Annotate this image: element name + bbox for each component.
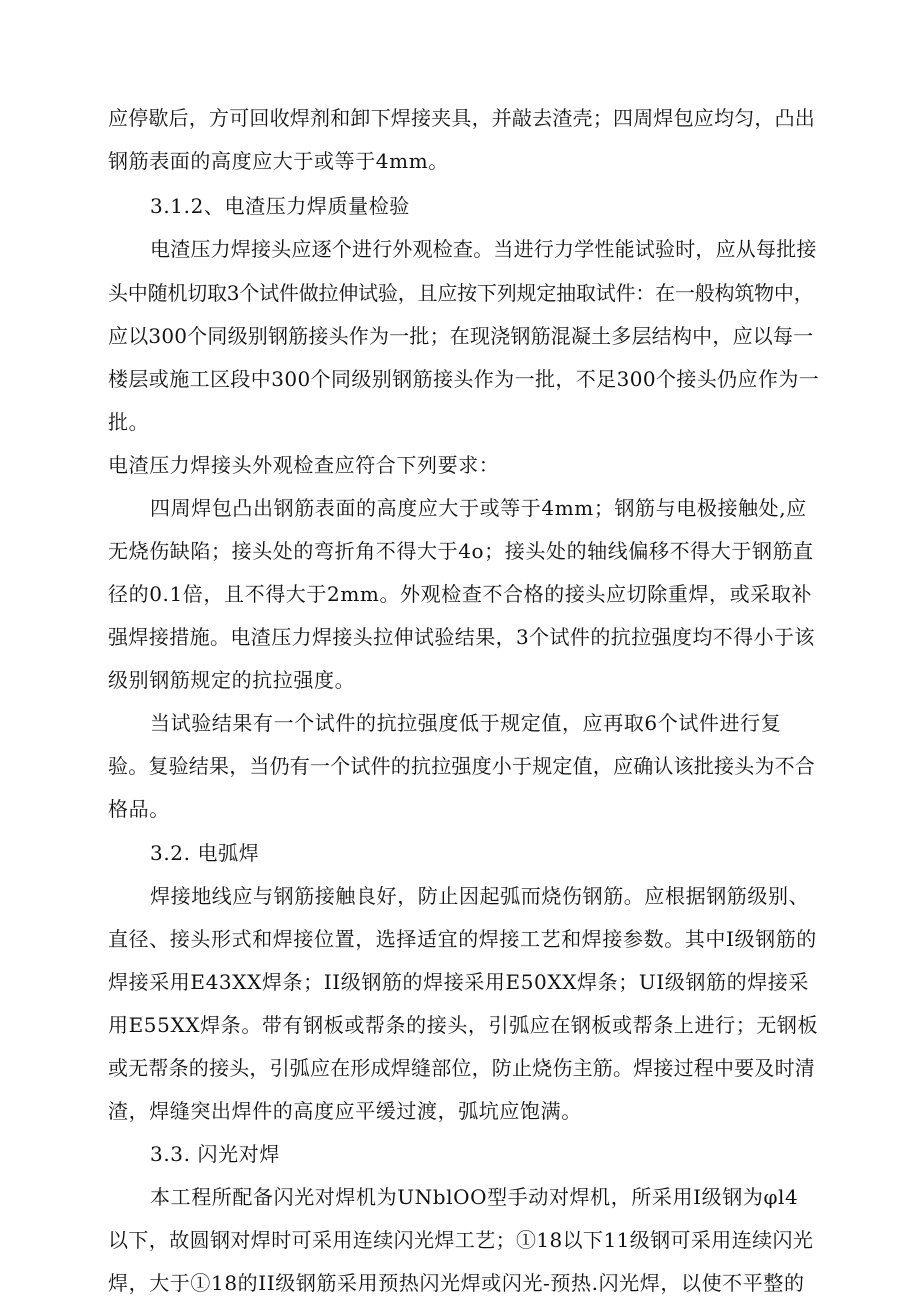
paragraph-line: 电渣压力焊接头应逐个进行外观检查。当进行力学性能试验时，应从每批接 — [150, 237, 817, 261]
paragraph-line: 直径、接头形式和焊接位置，选择适宜的焊接工艺和焊接参数。其中I级钢筋的 — [108, 927, 817, 951]
paragraph-line: 格品。 — [108, 797, 170, 821]
section-heading-3-2: 3.2. 电弧焊 — [150, 841, 260, 865]
paragraph-line: 焊接采用E43XX焊条；II级钢筋的焊接采用E50XX焊条；UI级钢筋的焊接采 — [108, 970, 810, 994]
paragraph-line: 钢筋表面的高度应大于或等于4mm。 — [108, 149, 449, 173]
paragraph-line: 以下，故圆钢对焊时可采用连续闪光焊工艺；①18以下11级钢可采用连续闪光 — [108, 1228, 814, 1252]
paragraph-line: 电渣压力焊接头外观检查应符合下列要求： — [108, 453, 500, 477]
paragraph-line: 强焊接措施。电渣压力焊接头拉伸试验结果，3个试件的抗拉强度均不得小于该 — [108, 625, 815, 649]
paragraph-line: 楼层或施工区段中300个同级别钢筋接头作为一批，不足300个接头仍应作为一 — [108, 367, 820, 391]
paragraph-line: 本工程所配备闪光对焊机为UNblOO型手动对焊机，所采用I级钢为φl4 — [150, 1185, 799, 1209]
paragraph-line: 焊接地线应与钢筋接触良好，防止因起弧而烧伤钢筋。应根据钢筋级别、 — [150, 884, 810, 908]
paragraph-line: 应以300个同级别钢筋接头作为一批；在现浇钢筋混凝土多层结构中，应以每一 — [108, 324, 814, 348]
paragraph-line: 或无帮条的接头，引弧应在形成焊缝部位，防止烧伤主筋。焊接过程中要及时清 — [108, 1056, 815, 1080]
paragraph-line: 当试验结果有一个试件的抗拉强度低于规定值，应再取6个试件进行复 — [150, 711, 782, 735]
paragraph-line: 焊，大于①18的II级钢筋采用预热闪光焊或闪光-预热.闪光焊，以使不平整的 — [108, 1271, 805, 1295]
paragraph-line: 批。 — [108, 410, 150, 434]
paragraph-line: 渣，焊缝突出焊件的高度应平缓过渡，弧坑应饱满。 — [108, 1099, 582, 1123]
paragraph-line: 无烧伤缺陷；接头处的弯折角不得大于4o；接头处的轴线偏移不得大于钢筋直 — [108, 539, 814, 563]
paragraph-line: 验。复验结果，当仍有一个试件的抗拉强度小于规定值，应确认该批接头为不合 — [108, 754, 815, 778]
paragraph-line: 用E55XX焊条。带有钢板或帮条的接头，引弧应在钢板或帮条上进行；无钢板 — [108, 1013, 819, 1037]
paragraph-line: 头中随机切取3个试件做拉伸试验，且应按下列规定抽取试件：在一般构筑物中， — [108, 281, 814, 305]
section-heading-3-1-2: 3.1.2、电渣压力焊质量检验 — [150, 194, 410, 218]
paragraph-line: 级别钢筋规定的抗拉强度。 — [108, 668, 356, 692]
paragraph-line: 应停歇后，方可回收焊剂和卸下焊接夹具，并敲去渣壳；四周焊包应均匀，凸出 — [108, 106, 815, 130]
paragraph-line: 四周焊包凸出钢筋表面的高度应大于或等于4mm；钢筋与电极接触处,应 — [150, 496, 807, 520]
section-heading-3-3: 3.3. 闪光对焊 — [150, 1142, 280, 1166]
paragraph-line: 径的0.1倍，且不得大于2mm。外观检查不合格的接头应切除重焊，或采取补 — [108, 582, 813, 606]
